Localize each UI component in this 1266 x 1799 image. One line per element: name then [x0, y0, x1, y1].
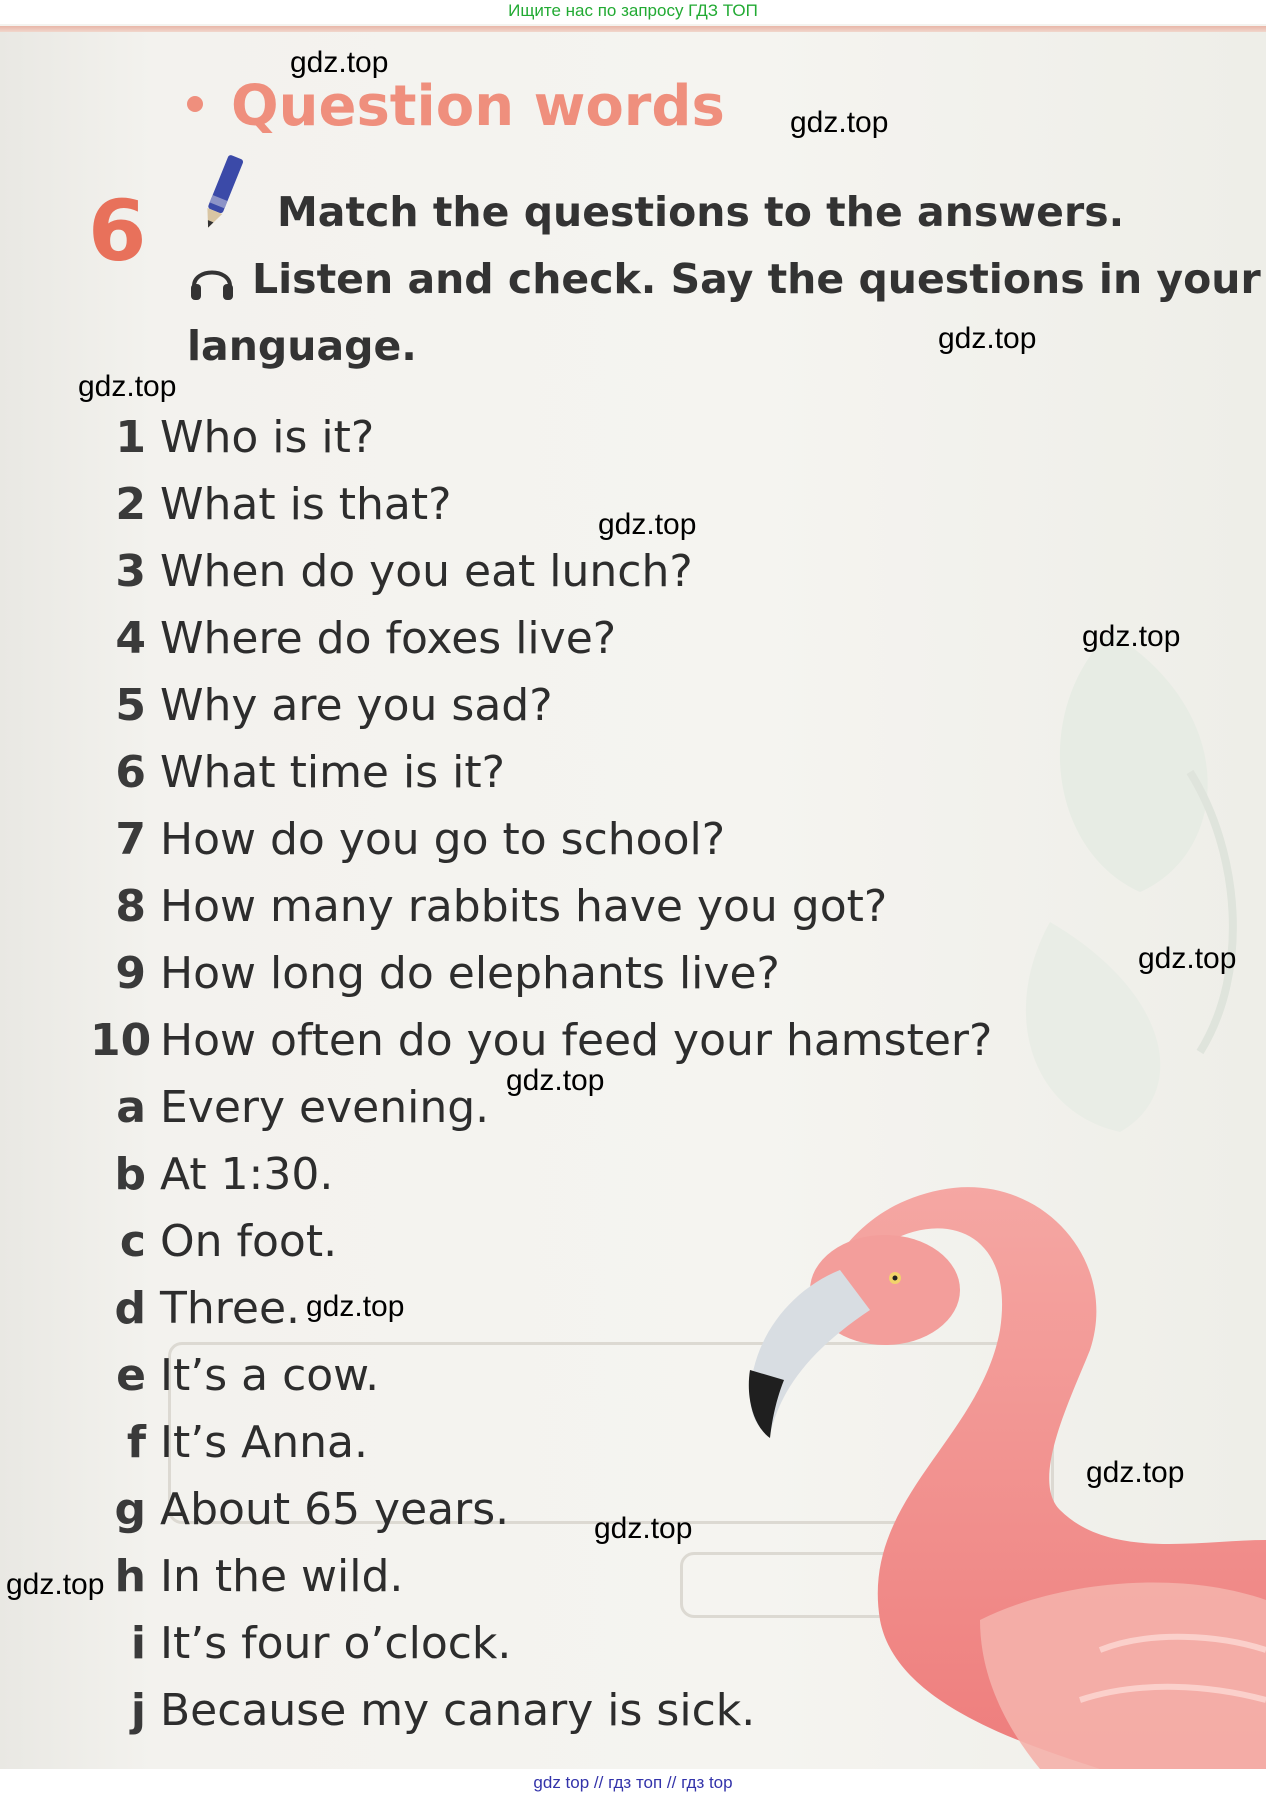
headphones-icon: [188, 256, 236, 304]
question-item: 3 When do you eat lunch?: [115, 546, 693, 597]
watermark: gdz.top: [1082, 620, 1181, 653]
answer-item: h In the wild.: [114, 1551, 404, 1602]
answer-item: b At 1:30.: [114, 1149, 334, 1200]
watermark: gdz.top: [290, 46, 389, 79]
section-title: [187, 74, 725, 139]
exercise-number: 6: [88, 182, 147, 280]
answer-item: e It’s a cow.: [116, 1350, 380, 1401]
question-item: 4 Where do foxes live?: [115, 613, 617, 664]
top-banner[interactable]: Ищите нас по запросу ГДЗ ТОП: [0, 0, 1266, 24]
leaf-decoration: [990, 592, 1266, 1152]
bottom-banner[interactable]: gdz top // гдз топ // гдз top: [0, 1769, 1266, 1799]
watermark: gdz.top: [6, 1568, 105, 1601]
answer-item: g About 65 years.: [114, 1484, 510, 1535]
question-item: 6 What time is it?: [115, 747, 505, 798]
answer-item: a Every evening.: [116, 1082, 490, 1133]
answer-item: f It’s Anna.: [126, 1417, 368, 1468]
watermark: gdz.top: [790, 106, 889, 139]
watermark: gdz.top: [598, 508, 697, 541]
question-item: 2 What is that?: [115, 479, 452, 530]
instruction-line-2: Listen and check. Say the questions in your: [252, 255, 1261, 303]
answer-item: j Because my canary is sick.: [130, 1685, 756, 1736]
answer-item: d Three.: [114, 1283, 301, 1334]
watermark: gdz.top: [78, 370, 177, 403]
bullet-dot: [187, 96, 203, 112]
section-title-text: Question words: [231, 74, 725, 139]
watermark: gdz.top: [506, 1064, 605, 1097]
pencil-icon: [196, 152, 246, 234]
instruction-line-1: Match the questions to the answers.: [277, 188, 1125, 236]
instruction-line-3: language.: [187, 322, 417, 370]
question-item: 1 Who is it?: [115, 412, 375, 463]
watermark: gdz.top: [1138, 942, 1237, 975]
watermark: gdz.top: [594, 1512, 693, 1545]
answer-item: i It’s four o’clock.: [130, 1618, 512, 1669]
watermark: gdz.top: [1086, 1456, 1185, 1489]
answer-item: c On foot.: [119, 1216, 338, 1267]
question-item: 7 How do you go to school?: [115, 814, 726, 865]
question-item: 8 How many rabbits have you got?: [115, 881, 888, 932]
question-item: 10 How often do you feed your hamster?: [90, 1015, 993, 1066]
question-item: 9 How long do elephants live?: [115, 948, 780, 999]
watermark: gdz.top: [306, 1290, 405, 1323]
question-item: 5 Why are you sad?: [115, 680, 553, 731]
watermark: gdz.top: [938, 322, 1037, 355]
